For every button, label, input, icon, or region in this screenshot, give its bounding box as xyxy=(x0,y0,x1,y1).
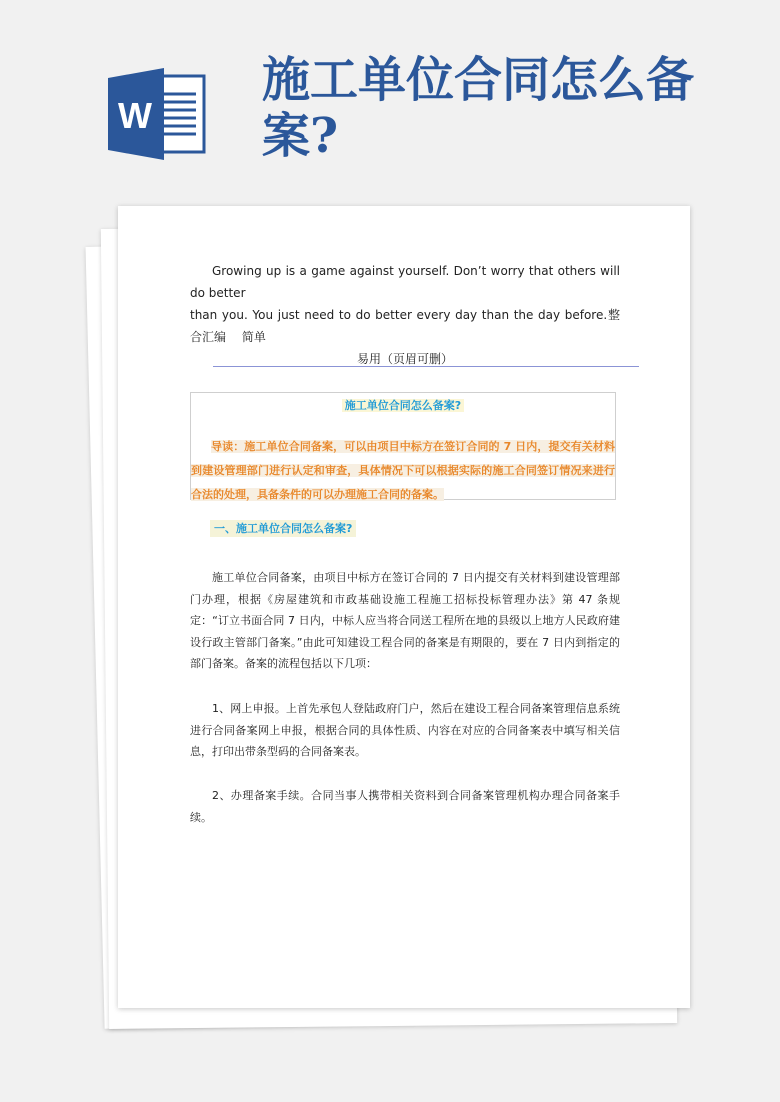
body-paragraph: 施工单位合同备案，由项目中标方在签订合同的 7 日内提交有关材料到建设管理部门办理，根据《房屋建筑和市政基础设施工程施工招标投标管理办法》第 47 条规定：“订立书面合同 7 日内，中标人应当将合同送工程所在地的县级以上地方人民政府建设行政主管部门备案。”由此可知建设工程合同的备案是有期限的，要在 7 日内到指定的部门备案。备案的流程包括以下几项： xyxy=(190,571,620,670)
header-line: Growing up is a game against yourself. Don’t worry that others will do better xyxy=(190,264,620,300)
document-page xyxy=(118,206,690,1008)
summary-body: 导读：施工单位合同备案，可以由项目中标方在签订合同的 7 日内，提交有关材料到建设管理部门进行认定和审查，具体情况下可以根据实际的施工合同签订情况来进行合法的处理，具备条件的可以办理施工合同的备案。 xyxy=(191,440,615,501)
summary-box xyxy=(190,392,616,500)
body-paragraph: 2、办理备案手续。合同当事人携带相关资料到合同备案管理机构办理合同备案手续。 xyxy=(190,789,620,824)
section-heading: 一、施工单位合同怎么备案? xyxy=(210,520,356,536)
header-line: 易用（页眉可删） xyxy=(356,352,453,366)
word-logo-letter: W xyxy=(118,95,152,136)
page-header-text xyxy=(190,260,620,370)
body-paragraph: 1、网上申报。上首先承包人登陆政府门户，然后在建设工程合同备案管理信息系统进行合同备案网上申报，根据合同的具体性质、内容在对应的合同备案表中填写相关信息，打印出带条型码的合同备案表。 xyxy=(190,702,620,758)
header-divider xyxy=(213,366,639,367)
header-line: than you. You just need to do better every day than the day before.整合汇编 简单 xyxy=(190,308,620,344)
summary-title: 施工单位合同怎么备案? xyxy=(191,397,615,413)
word-icon xyxy=(108,66,208,162)
hero-title: 施工单位合同怎么备案? xyxy=(262,52,695,164)
